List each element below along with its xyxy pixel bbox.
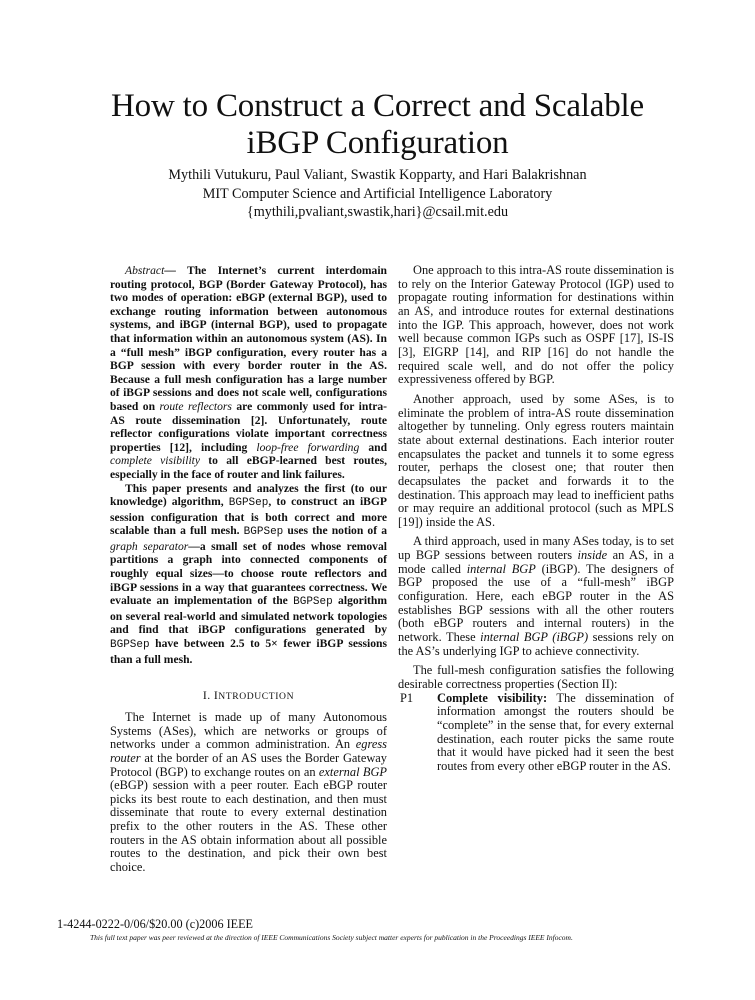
abstract-label: Abstract: [125, 264, 165, 277]
paper-title: [0, 88, 755, 162]
title-line-1: How to Construct a Correct and Scalable: [111, 88, 644, 124]
property-text: The dissemination of information amongst the routers should be “complete” in the sense that, for every external destination, each router picks the same route that it would have picked had it seen the best routes from every other eBGP router in the AS.: [437, 690, 674, 773]
section-heading-introduction: I. INTRODUCTION: [202, 688, 295, 703]
right-column: [398, 264, 674, 774]
intro-paragraph-3: Another approach, used by some ASes, is to eliminate the problem of intra-AS route dissemination altogether by tunneling. Only egress routers maintain state about external destinations. Each interior router encapsulates the packet and tunnels it to some egress router, perhaps the closest one; that router then decapsulates the packet and forwards it to the destination. This approach may lead to inefficient paths or may require an additional protocol (such as MPLS [19]) inside the AS.: [398, 391, 674, 529]
property-label: P1: [400, 690, 414, 705]
abstract-paragraph-2: This paper presents and analyzes the first (to our knowledge) algorithm, BGPSep, to construct an iBGP session configuration that is both correct and more scalable than a full mesh. BGPSep uses the notion of a graph separator—a small set of nodes whose removal partitions a graph into connected components of roughly equal sizes—to choose route reflectors and iBGP sessions in a way that guarantees correctness. We evaluate an implementation of the BGPSep algorithm on several real-world and simulated network topologies and find that iBGP configurations generated by BGPSep have between 2.5 to 5× fewer iBGP sessions than a full mesh.: [110, 481, 388, 666]
affiliation: MIT Computer Science and Artificial Intelligence Laboratory: [202, 185, 553, 202]
abstract-paragraph-1: Abstract— The Internet’s current interdomain routing protocol, BGP (Border Gateway Protocol), has two modes of operation: eBGP (external BGP), used to exchange routing information between autonomous systems, and iBGP (internal BGP), used to propagate that information within an autonomous system (AS). In a “full mesh” iBGP configuration, every router has a BGP session with every border router in the AS. Because a full mesh configuration has a large number of iBGP sessions and does not scale well, configurations based on route reflectors are commonly used for intra-AS route dissemination [2]. Unfortunately, route reflector configurations violate important correctness properties [12], including loop-free forwarding and complete visibility to all eBGP-learned best routes, especially in the face of router and link failures.: [110, 264, 388, 481]
intro-paragraph-4: A third approach, used in many ASes today, is to set up BGP sessions between routers inside an AS, in a mode called internal BGP (iBGP). The designers of BGP proposed the use of a “full-mesh” iBGP configuration. Here, each eBGP router in the AS establishes BGP sessions with all the other routers (both eBGP routers and internal routers) in the network. These internal BGP (iBGP) sessions rely on the AS’s underlying IGP to achieve connectivity.: [398, 534, 674, 658]
algorithm-name: BGPSep: [293, 596, 333, 609]
title-line-2: iBGP Configuration: [246, 125, 509, 161]
author-block: [0, 166, 755, 222]
property-item-p1: [398, 692, 674, 774]
intro-paragraph-1: The Internet is made up of many Autonomous Systems (ASes), which are networks or groups of networks under a common administration. An egress router at the border of an AS uses the Border Gateway Protocol (BGP) to exchange routes on an external BGP (eBGP) session with a peer router. Each eBGP router picks its best route to each destination, and then must disseminate that route to every external destination prefix to the other routers in the AS. These other routers in the AS obtain information about all possible routes to the destination, and pick their own best choice.: [110, 709, 388, 875]
abstract: [110, 264, 387, 666]
algorithm-name: BGPSep: [243, 526, 284, 539]
author-names: Mythili Vutukuru, Paul Valiant, Swastik Kopparty, and Hari Balakrishnan: [168, 167, 587, 183]
left-column: [110, 264, 387, 875]
property-title: Complete visibility:: [437, 690, 548, 705]
intro-paragraph-5: The full-mesh configuration satisfies the following desirable correctness properties (Section II):: [398, 663, 674, 692]
author-emails: {mythili,pvaliant,swastik,hari}@csail.mit.edu: [246, 204, 509, 220]
peer-review-note: This full text paper was peer reviewed at the direction of IEEE Communications Society subject matter experts for publication in the Proceedings IEEE Infocom.: [90, 933, 573, 942]
algorithm-name: BGPSep: [110, 639, 150, 652]
copyright-line: 1-4244-0222-0/06/$20.00 (c)2006 IEEE: [57, 917, 253, 931]
intro-paragraph-2: One approach to this intra-AS route dissemination is to rely on the Interior Gateway Protocol (IGP) used to propagate routing information for destinations within an AS, and introduce routes for external destinations into the IGP. This approach, however, does not work well because common IGPs such as OSPF [17], IS-IS [3], EIGRP [14], and RIP [16] do not handle the required scale well, and do not offer the policy expressiveness offered by BGP.: [398, 263, 674, 387]
algorithm-name: BGPSep: [228, 497, 269, 510]
